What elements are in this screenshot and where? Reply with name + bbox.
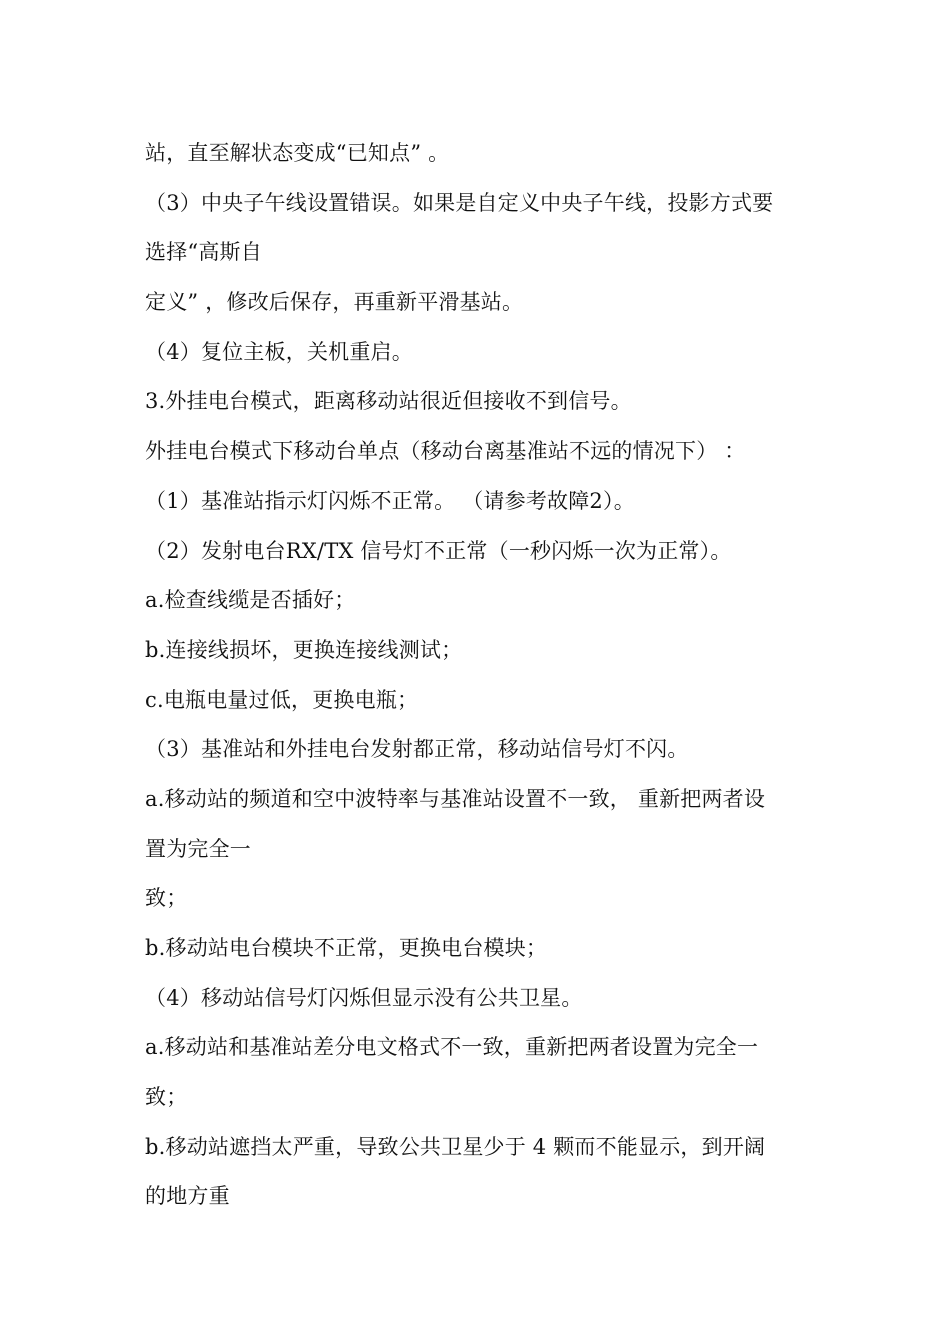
text-line-3: 选择“高斯自 [145,240,262,265]
text-line-14: a.移动站的频道和空中波特率与基准站设置不一致， 重新把两者设 [145,786,766,811]
text-line-1: 站，直至解状态变成“已知点” 。 [145,141,450,165]
text-line-16: 致； [145,886,188,911]
text-line-13: （3）基准站和外挂电台发射都正常，移动站信号灯不闪。 [145,737,689,762]
text-line-15: 置为完全一 [145,836,251,861]
text-line-17: b.移动站电台模块不正常，更换电台模块； [145,936,548,960]
text-line-21: b.移动站遮挡太严重，导致公共卫星少于 4 颗而不能显示，到开阔 [145,1134,766,1159]
text-line-10: a.检查线缆是否插好； [145,588,356,613]
text-line-5: （4）复位主板，关机重启。 [145,339,413,364]
text-line-6: 3.外挂电台模式，距离移动站很近但接收不到信号。 [145,389,632,414]
text-line-2: （3）中央子午线设置错误。如果是自定义中央子午线，投影方式要 [145,190,774,215]
text-line-20: 致； [145,1085,188,1110]
text-line-22: 的地方重 [145,1184,230,1209]
text-line-9: （2）发射电台RX/TX 信号灯不正常（一秒闪烁一次为正常）。 [145,538,732,563]
text-line-7: 外挂电台模式下移动台单点（移动台离基准站不远的情况下） ： [145,439,746,464]
text-line-8: （1）基准站指示灯闪烁不正常。 （请参考故障2）。 [145,488,635,513]
text-line-11: b.连接线损坏，更换连接线测试； [145,637,463,662]
text-line-19: a.移动站和基准站差分电文格式不一致，重新把两者设置为完全一 [145,1035,759,1060]
document-body [145,133,815,1226]
text-line-12: c.电瓶电量过低，更换电瓶； [145,687,419,712]
text-line-4: 定义” ，修改后保存，再重新平滑基站。 [145,290,524,315]
text-line-18: （4）移动站信号灯闪烁但显示没有公共卫星。 [145,985,583,1010]
